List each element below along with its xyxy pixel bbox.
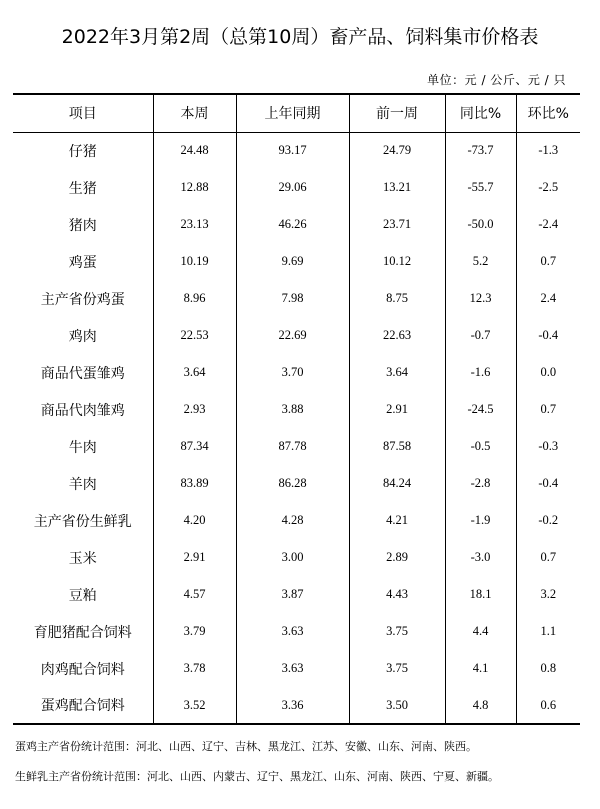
page-title: 2022年3月第2周（总第10周）畜产品、饲料集市价格表 bbox=[61, 26, 539, 48]
cell-last-year: 4.28 bbox=[236, 502, 349, 539]
table-row bbox=[13, 465, 580, 502]
footnote-egg-provinces: 蛋鸡主产省份统计范围：河北、山西、辽宁、吉林、黑龙江、江苏、安徽、山东、河南、陕西。 bbox=[15, 740, 477, 753]
header-prev-week: 前一周 bbox=[349, 94, 445, 132]
cell-yoy: -3.0 bbox=[445, 539, 516, 576]
table-row bbox=[13, 391, 580, 428]
cell-wow: 0.7 bbox=[516, 243, 580, 280]
cell-wow: 0.8 bbox=[516, 650, 580, 687]
cell-prev-week: 13.21 bbox=[349, 169, 445, 206]
cell-this-week: 2.91 bbox=[153, 539, 236, 576]
cell-last-year: 7.98 bbox=[236, 280, 349, 317]
cell-this-week: 8.96 bbox=[153, 280, 236, 317]
cell-wow: -2.5 bbox=[516, 169, 580, 206]
unit-label: 单位：元 / 公斤、元 / 只 bbox=[427, 73, 566, 87]
table-row bbox=[13, 502, 580, 539]
cell-prev-week: 3.50 bbox=[349, 687, 445, 724]
header-item: 项目 bbox=[13, 94, 153, 132]
cell-item: 蛋鸡配合饲料 bbox=[13, 687, 153, 724]
cell-prev-week: 3.64 bbox=[349, 354, 445, 391]
cell-yoy: -0.5 bbox=[445, 428, 516, 465]
cell-item: 玉米 bbox=[68, 550, 97, 567]
cell-this-week: 10.19 bbox=[153, 243, 236, 280]
cell-item: 牛肉 bbox=[68, 439, 97, 456]
table-row bbox=[13, 206, 580, 243]
cell-yoy: -55.7 bbox=[445, 169, 516, 206]
cell-item: 豆粕 bbox=[68, 587, 97, 604]
cell-yoy: -1.9 bbox=[445, 502, 516, 539]
cell-last-year: 3.00 bbox=[236, 539, 349, 576]
cell-yoy: -50.0 bbox=[445, 206, 516, 243]
cell-wow: 0.7 bbox=[516, 539, 580, 576]
cell-yoy: -2.8 bbox=[445, 465, 516, 502]
cell-this-week: 22.53 bbox=[153, 317, 236, 354]
cell-item: 肉鸡配合饲料 bbox=[40, 661, 125, 678]
table-header-row bbox=[13, 94, 580, 132]
table-row bbox=[13, 132, 580, 169]
cell-yoy: 12.3 bbox=[445, 280, 516, 317]
table-row bbox=[13, 576, 580, 613]
cell-prev-week: 3.75 bbox=[349, 650, 445, 687]
header-this-week: 本周 bbox=[153, 94, 236, 132]
cell-wow: 3.2 bbox=[516, 576, 580, 613]
cell-last-year: 3.63 bbox=[236, 613, 349, 650]
cell-this-week: 2.93 bbox=[153, 391, 236, 428]
cell-wow: 1.1 bbox=[516, 613, 580, 650]
cell-item: 仔猪 bbox=[68, 143, 97, 160]
cell-prev-week: 22.63 bbox=[349, 317, 445, 354]
cell-wow: -0.3 bbox=[516, 428, 580, 465]
table-row bbox=[13, 280, 580, 317]
cell-prev-week: 87.58 bbox=[349, 428, 445, 465]
cell-prev-week: 8.75 bbox=[349, 280, 445, 317]
header-wow: 环比% bbox=[516, 94, 580, 132]
cell-this-week: 3.52 bbox=[153, 687, 236, 724]
table-row bbox=[13, 243, 580, 280]
cell-yoy: -0.7 bbox=[445, 317, 516, 354]
cell-last-year: 86.28 bbox=[236, 465, 349, 502]
cell-item: 猪肉 bbox=[68, 217, 97, 234]
cell-this-week: 23.13 bbox=[153, 206, 236, 243]
cell-prev-week: 2.89 bbox=[349, 539, 445, 576]
cell-prev-week: 23.71 bbox=[349, 206, 445, 243]
cell-last-year: 3.36 bbox=[236, 687, 349, 724]
cell-this-week: 4.20 bbox=[153, 502, 236, 539]
cell-wow: 0.6 bbox=[516, 687, 580, 724]
cell-prev-week: 3.75 bbox=[349, 613, 445, 650]
cell-this-week: 3.79 bbox=[153, 613, 236, 650]
table-row bbox=[13, 317, 580, 354]
cell-wow: 0.7 bbox=[516, 391, 580, 428]
cell-wow: -2.4 bbox=[516, 206, 580, 243]
price-table bbox=[13, 93, 580, 725]
cell-last-year: 87.78 bbox=[236, 428, 349, 465]
header-yoy: 同比% bbox=[445, 94, 516, 132]
cell-this-week: 4.57 bbox=[153, 576, 236, 613]
table-row bbox=[13, 428, 580, 465]
cell-last-year: 22.69 bbox=[236, 317, 349, 354]
cell-this-week: 3.64 bbox=[153, 354, 236, 391]
table-row bbox=[13, 354, 580, 391]
cell-last-year: 29.06 bbox=[236, 169, 349, 206]
cell-item: 育肥猪配合饲料 bbox=[33, 624, 132, 641]
cell-prev-week: 24.79 bbox=[349, 132, 445, 169]
table-row bbox=[13, 650, 580, 687]
cell-last-year: 3.88 bbox=[236, 391, 349, 428]
cell-yoy: 4.8 bbox=[445, 687, 516, 724]
cell-prev-week: 4.21 bbox=[349, 502, 445, 539]
cell-prev-week: 84.24 bbox=[349, 465, 445, 502]
table-row bbox=[13, 613, 580, 650]
cell-yoy: -1.6 bbox=[445, 354, 516, 391]
cell-yoy: 4.4 bbox=[445, 613, 516, 650]
cell-item: 商品代蛋雏鸡 bbox=[40, 365, 125, 382]
cell-this-week: 87.34 bbox=[153, 428, 236, 465]
cell-item: 鸡肉 bbox=[68, 328, 97, 345]
cell-item: 主产省份生鲜乳 bbox=[33, 513, 132, 530]
cell-last-year: 3.70 bbox=[236, 354, 349, 391]
cell-yoy: 4.1 bbox=[445, 650, 516, 687]
table-row bbox=[13, 539, 580, 576]
cell-yoy: 18.1 bbox=[445, 576, 516, 613]
cell-yoy: 5.2 bbox=[445, 243, 516, 280]
cell-this-week: 3.78 bbox=[153, 650, 236, 687]
cell-this-week: 12.88 bbox=[153, 169, 236, 206]
cell-yoy: -24.5 bbox=[445, 391, 516, 428]
header-last-year: 上年同期 bbox=[236, 94, 349, 132]
cell-prev-week: 10.12 bbox=[349, 243, 445, 280]
cell-item: 鸡蛋 bbox=[68, 254, 97, 271]
cell-wow: 0.0 bbox=[516, 354, 580, 391]
cell-item: 商品代肉雏鸡 bbox=[40, 402, 125, 419]
cell-last-year: 46.26 bbox=[236, 206, 349, 243]
cell-wow: 2.4 bbox=[516, 280, 580, 317]
cell-item: 主产省份鸡蛋 bbox=[40, 291, 125, 308]
footnote-milk-provinces: 生鲜乳主产省份统计范围：河北、山西、内蒙古、辽宁、黑龙江、山东、河南、陕西、宁夏、新疆。 bbox=[15, 770, 499, 783]
cell-prev-week: 4.43 bbox=[349, 576, 445, 613]
cell-yoy: -73.7 bbox=[445, 132, 516, 169]
cell-wow: -0.4 bbox=[516, 317, 580, 354]
cell-wow: -0.2 bbox=[516, 502, 580, 539]
table-row bbox=[13, 169, 580, 206]
cell-last-year: 3.63 bbox=[236, 650, 349, 687]
cell-wow: -0.4 bbox=[516, 465, 580, 502]
cell-item: 生猪 bbox=[68, 180, 97, 197]
cell-prev-week: 2.91 bbox=[349, 391, 445, 428]
cell-wow: -1.3 bbox=[516, 132, 580, 169]
cell-item: 羊肉 bbox=[68, 476, 97, 493]
cell-last-year: 9.69 bbox=[236, 243, 349, 280]
cell-last-year: 3.87 bbox=[236, 576, 349, 613]
cell-last-year: 93.17 bbox=[236, 132, 349, 169]
cell-this-week: 83.89 bbox=[153, 465, 236, 502]
table-row bbox=[13, 687, 580, 724]
cell-this-week: 24.48 bbox=[153, 132, 236, 169]
